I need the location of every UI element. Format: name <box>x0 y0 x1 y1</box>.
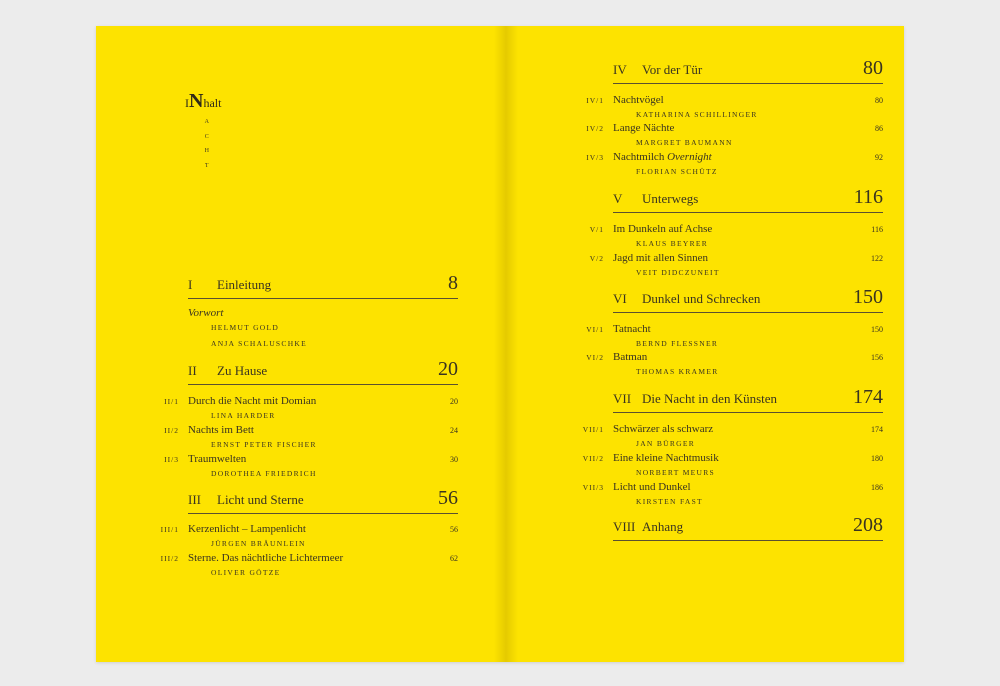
entry-id: IV/3 <box>586 153 604 162</box>
toc-entry <box>582 423 883 451</box>
entry-page: 150 <box>871 325 883 334</box>
entry-page: 92 <box>875 153 883 162</box>
entry-id: IV/1 <box>586 96 604 105</box>
toc-entry <box>586 351 883 379</box>
entry-title: Im Dunkeln auf Achse <box>613 223 713 235</box>
entry-author: FLORIAN SCHÜTZ <box>636 167 718 176</box>
section-title: Licht und Sterne <box>217 492 304 507</box>
entry-title: Kerzenlicht – Lampenlicht <box>188 523 306 535</box>
entry-id: V/1 <box>589 225 604 234</box>
entry-title-italic: Overnight <box>667 151 712 163</box>
entry-title: Vorwort <box>188 307 224 319</box>
entry-id: VII/3 <box>582 483 604 492</box>
toc-entry <box>160 552 458 580</box>
entry-title: Lange Nächte <box>613 122 675 134</box>
section-number: II <box>188 363 197 378</box>
entry-page: 186 <box>871 483 883 492</box>
toc-entry <box>582 481 883 509</box>
entry-title: Traumwelten <box>188 453 247 465</box>
toc-entry <box>586 122 883 150</box>
entry-author: NORBERT MEURS <box>636 468 716 477</box>
section-page: 150 <box>853 286 883 308</box>
entry-title-main: Nachtmilch <box>613 151 665 163</box>
vertical-letter: A <box>204 119 210 125</box>
entry-id: II/1 <box>164 397 179 406</box>
entry-id: II/3 <box>164 455 179 464</box>
toc-entry <box>164 453 458 481</box>
section-page: 8 <box>448 272 458 294</box>
section-page: 80 <box>863 57 883 79</box>
entry-id: III/1 <box>160 525 179 534</box>
book-spread <box>96 26 904 662</box>
section-title: Vor der Tür <box>642 62 703 77</box>
section-number: VII <box>613 391 632 406</box>
entry-title: Licht und Dunkel <box>613 481 691 493</box>
section-number: I <box>188 277 193 292</box>
entry-id: V/2 <box>589 254 604 263</box>
entry-page: 86 <box>875 124 883 133</box>
entry-title: Eine kleine Nachtmusik <box>613 452 719 464</box>
entry-author: ANJA SCHALUSCHKE <box>211 339 308 348</box>
entry-page: 62 <box>450 554 458 563</box>
section-page: 174 <box>853 386 883 408</box>
entry-title: Tatnacht <box>613 323 651 335</box>
vertical-letter: C <box>204 133 210 140</box>
entry-author: THOMAS KRAMER <box>636 367 719 376</box>
toc-section-5 <box>613 188 883 213</box>
toc-section-7 <box>613 388 883 413</box>
entry-id: IV/2 <box>586 124 604 133</box>
toc-entry <box>586 151 883 179</box>
entry-title: Nachts im Bett <box>188 424 254 436</box>
vertical-letter: H <box>204 148 210 154</box>
toc-section-2 <box>188 360 458 385</box>
toc-title <box>185 90 221 113</box>
entry-author: LINA HARDER <box>211 411 276 420</box>
section-number: VI <box>613 291 627 306</box>
entry-title: Sterne. Das nächtliche Lichtermeer <box>188 552 344 564</box>
entry-author: JAN BÜRGER <box>636 439 696 448</box>
toc-title-prefix: I <box>185 96 189 110</box>
section-title: Die Nacht in den Künsten <box>642 391 778 406</box>
entry-title: Durch die Nacht mit Domian <box>188 395 317 407</box>
entry-title: Nachtvögel <box>613 94 664 106</box>
entry-title: Schwärzer als schwarz <box>613 423 714 435</box>
section-page: 20 <box>438 358 458 380</box>
toc-entry <box>589 252 883 280</box>
entry-page: 156 <box>871 353 883 362</box>
section-page: 208 <box>853 514 883 536</box>
entry-id: II/2 <box>164 426 179 435</box>
entry-author: VEIT DIDCZUNEIT <box>636 268 720 277</box>
section-title: Unterwegs <box>642 191 699 206</box>
entry-page: 24 <box>450 426 458 435</box>
toc-entry <box>160 523 458 551</box>
entry-id: III/2 <box>160 554 179 563</box>
entry-id: VII/2 <box>582 454 604 463</box>
toc-entry <box>164 424 458 452</box>
section-title: Dunkel und Schrecken <box>642 291 761 306</box>
entry-title: Batman <box>613 351 648 363</box>
toc-section-1 <box>188 274 458 299</box>
entry-page: 116 <box>871 225 883 234</box>
entry-id: VI/1 <box>586 325 604 334</box>
entry-author: DOROTHEA FRIEDRICH <box>211 469 317 478</box>
entry-page: 30 <box>450 455 458 464</box>
section-title: Einleitung <box>217 277 272 292</box>
toc-entry <box>586 94 883 122</box>
section-number: VIII <box>613 519 636 534</box>
toc-title-vertical-letters <box>202 115 212 173</box>
toc-title-initial: N <box>189 90 204 112</box>
vertical-letter: T <box>204 162 210 169</box>
entry-page: 20 <box>450 397 458 406</box>
entry-page: 122 <box>871 254 883 263</box>
entry-page: 180 <box>871 454 883 463</box>
toc-entry <box>589 223 883 251</box>
section-page: 56 <box>438 487 458 509</box>
entry-author: KLAUS BEYRER <box>636 239 709 248</box>
toc-entry <box>582 452 883 480</box>
toc-entry <box>586 323 883 351</box>
toc-title-rest: halt <box>203 96 222 110</box>
toc-entry-vorwort <box>188 307 458 351</box>
toc-entry <box>164 395 458 423</box>
toc-section-8 <box>613 516 883 541</box>
entry-author: KIRSTEN FAST <box>636 497 703 506</box>
entry-author: OLIVER GÖTZE <box>211 568 281 577</box>
toc-section-6 <box>613 288 883 313</box>
entry-title <box>613 151 712 163</box>
section-title: Zu Hause <box>217 363 268 378</box>
entry-id: VII/1 <box>582 425 604 434</box>
entry-author: MARGRET BAUMANN <box>636 138 733 147</box>
entry-author: ERNST PETER FISCHER <box>211 440 317 449</box>
entry-page: 56 <box>450 525 458 534</box>
section-number: IV <box>613 62 627 77</box>
entry-page: 174 <box>871 425 883 434</box>
entry-id: VI/2 <box>586 353 604 362</box>
entry-author: HELMUT GOLD <box>211 323 280 332</box>
section-page: 116 <box>853 186 883 208</box>
book-gutter <box>494 26 518 662</box>
toc-section-3 <box>188 489 458 514</box>
entry-author: BERND FLESSNER <box>636 339 719 348</box>
entry-title: Jagd mit allen Sinnen <box>613 252 709 264</box>
entry-author: KATHARINA SCHILLINGER <box>636 110 758 119</box>
section-number: V <box>613 191 623 206</box>
toc-section-4 <box>613 59 883 84</box>
section-title: Anhang <box>642 519 684 534</box>
entry-page: 80 <box>875 96 883 105</box>
section-number: III <box>188 492 201 507</box>
entry-author: JÜRGEN BRÄUNLEIN <box>211 539 306 548</box>
